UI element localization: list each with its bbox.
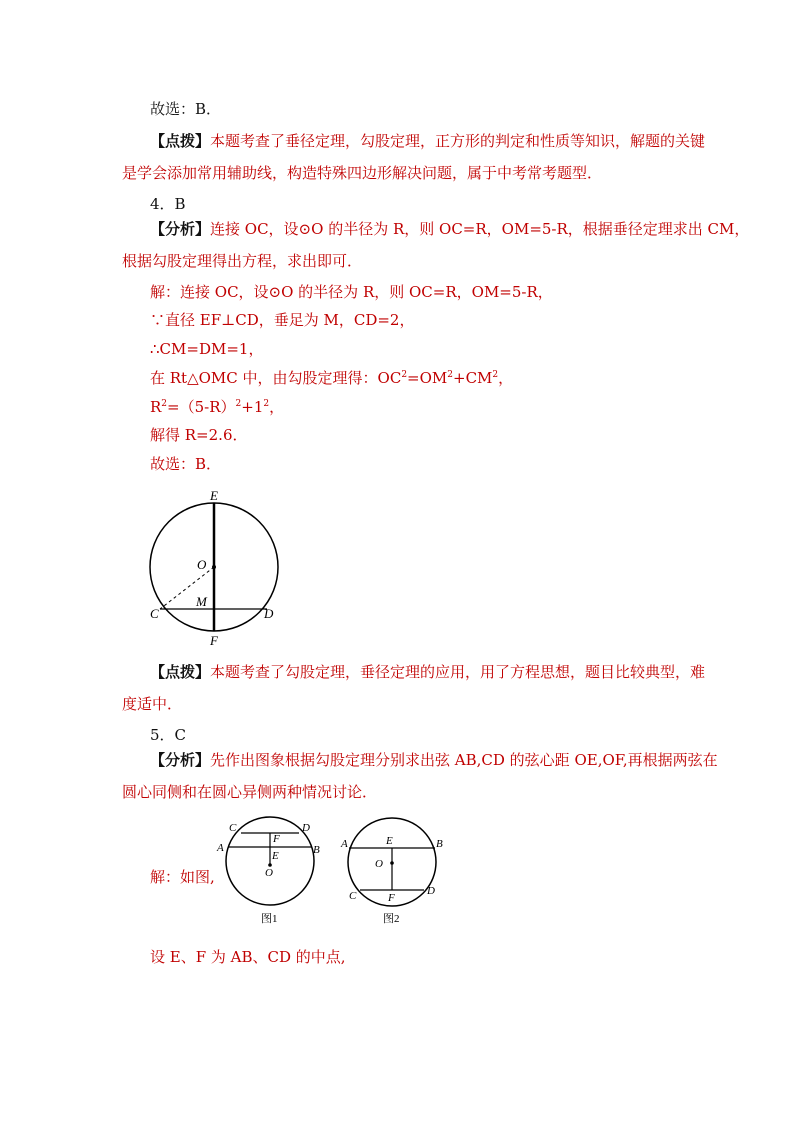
svg-text:D: D — [427, 885, 435, 897]
svg-text:C: C — [229, 822, 237, 834]
svg-text:图1: 图1 — [261, 913, 278, 925]
svg-text:图2: 图2 — [383, 913, 400, 925]
text-line-17: 【分析】先作出图象根据勾股定理分别求出弦 AB,CD 的弦心距 OE,OF,再根据两弦在 — [150, 751, 718, 769]
text-line-10: 在 Rt△OMC 中，由勾股定理得：$OC^2=OM^2+CM^2$， — [150, 369, 514, 387]
text-line-7: 解：连接 OC，设⊙O 的半径为 R，则 OC=R，OM=5-R， — [150, 283, 553, 301]
text-line-5: 【分析】连接 OC，设⊙O 的半径为 R，则 OC=R，OM=5-R，根据垂径定理求出 CM， — [150, 220, 750, 238]
text-line-18: 圆心同侧和在圆心异侧两种情况讨论． — [122, 783, 378, 801]
figure-1 — [216, 817, 320, 925]
svg-text:B: B — [313, 844, 320, 856]
text-line-6: 根据勾股定理得出方程，求出即可． — [122, 252, 363, 270]
circle-figure-efcd — [140, 485, 290, 650]
svg-text:B: B — [436, 838, 443, 850]
text-line-2: 【点拨】本题考查了垂径定理，勾股定理，正方形的判定和性质等知识，解题的关键 — [150, 132, 706, 150]
text-line-13: 故选：B． — [150, 455, 222, 473]
text-line-14: 【点拨】本题考查了勾股定理，垂径定理的应用，用了方程思想，题目比较典型，难 — [150, 663, 706, 681]
text-line-9: ∴CM=DM=1， — [150, 340, 264, 358]
svg-text:C: C — [349, 890, 357, 902]
text-line-3: 是学会添加常用辅助线，构造特殊四边形解决问题，属于中考常考题型． — [122, 164, 603, 182]
svg-text:A: A — [341, 838, 348, 850]
text-line-1: 故选：B． — [150, 100, 222, 118]
text-line-12: 解得 R=2.6． — [150, 426, 248, 444]
label-o: O — [197, 557, 207, 572]
two-circle-figures — [215, 815, 450, 925]
text-line-8: ∵直径 EF⊥CD，垂足为 M，CD=2， — [150, 311, 415, 329]
text-line-15: 度适中． — [122, 695, 183, 713]
label-f: F — [210, 633, 218, 648]
text-line-16: 5．C — [150, 726, 187, 744]
svg-text:D: D — [302, 822, 310, 834]
figure-2 — [340, 818, 443, 925]
svg-text:O: O — [265, 867, 273, 879]
svg-text:E: E — [386, 835, 393, 847]
text-line-19: 解：如图, — [150, 868, 215, 886]
svg-text:E: E — [272, 850, 279, 862]
label-m: M — [196, 594, 207, 609]
text-line-4: 4．B — [150, 195, 186, 213]
svg-text:A: A — [217, 842, 224, 854]
text-line-20: 设 E、F 为 AB、CD 的中点, — [150, 948, 346, 966]
svg-text:F: F — [388, 892, 395, 904]
label-d: D — [264, 606, 274, 621]
svg-text:O: O — [375, 858, 383, 870]
text-line-11: $R^2=(5-R)^2+1^2$， — [150, 398, 285, 416]
svg-text:F: F — [273, 833, 280, 845]
label-c: C — [150, 606, 159, 621]
label-e: E — [210, 488, 218, 503]
